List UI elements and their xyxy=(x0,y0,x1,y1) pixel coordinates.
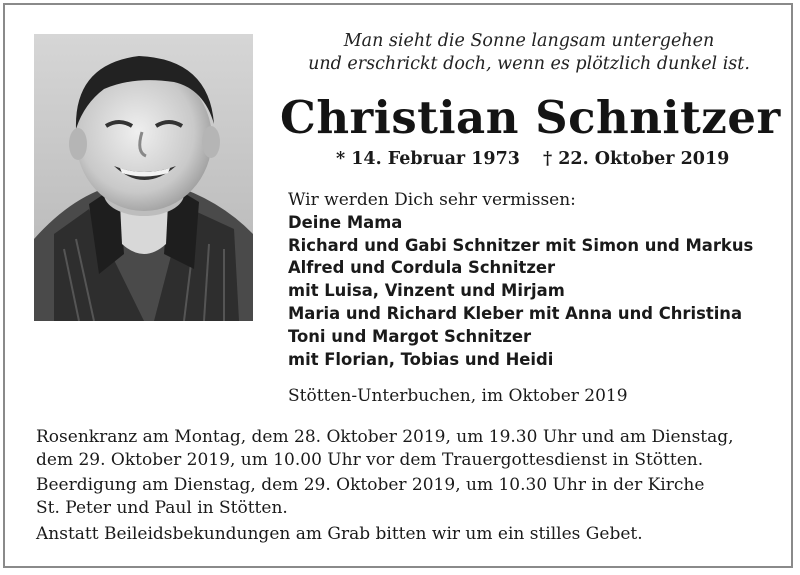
mourners-list xyxy=(288,189,753,371)
mourner-line: Maria und Richard Kleber mit Anna und Christina xyxy=(288,303,743,323)
condolence-note xyxy=(36,523,765,546)
rosary-line: Rosenkranz am Montag, dem 28. Oktober 2019, um 19.30 Uhr und am Dienstag, xyxy=(36,427,734,447)
quote-line: und erschrickt doch, wenn es plötzlich dunkel ist. xyxy=(308,54,750,74)
mourner-line: Deine Mama xyxy=(288,212,403,232)
condolence-line: Anstatt Beileidsbekundungen am Grab bitten wir um ein stilles Gebet. xyxy=(36,524,643,544)
rosary-notice xyxy=(36,426,765,471)
funeral-notice xyxy=(36,474,765,519)
rosary-line: dem 29. Oktober 2019, um 10.00 Uhr vor dem Trauergottesdienst in Stötten. xyxy=(36,449,704,470)
mourner-line: Richard und Gabi Schnitzer mit Simon und Markus xyxy=(288,235,754,255)
birth-date: * 14. Februar 1973 xyxy=(336,149,520,169)
memorial-quote xyxy=(296,30,762,76)
deceased-name: Christian Schnitzer xyxy=(280,91,781,144)
mourner-line: Toni und Margot Schnitzer xyxy=(288,326,532,346)
place-and-date: Stötten-Unterbuchen, im Oktober 2019 xyxy=(288,386,628,406)
portrait-photo xyxy=(34,34,253,321)
funeral-line: St. Peter und Paul in Stötten. xyxy=(36,497,288,518)
mourner-line: mit Florian, Tobias und Heidi xyxy=(288,349,554,369)
mourner-line: Alfred und Cordula Schnitzer xyxy=(288,258,556,278)
quote-line: Man sieht die Sonne langsam untergehen xyxy=(343,31,715,51)
death-date: † 22. Oktober 2019 xyxy=(543,149,730,169)
mourners-intro: Wir werden Dich sehr vermissen: xyxy=(288,190,576,210)
mourner-line: mit Luisa, Vinzent und Mirjam xyxy=(288,281,565,301)
funeral-line: Beerdigung am Dienstag, dem 29. Oktober 2019, um 10.30 Uhr in der Kirche xyxy=(36,475,705,495)
